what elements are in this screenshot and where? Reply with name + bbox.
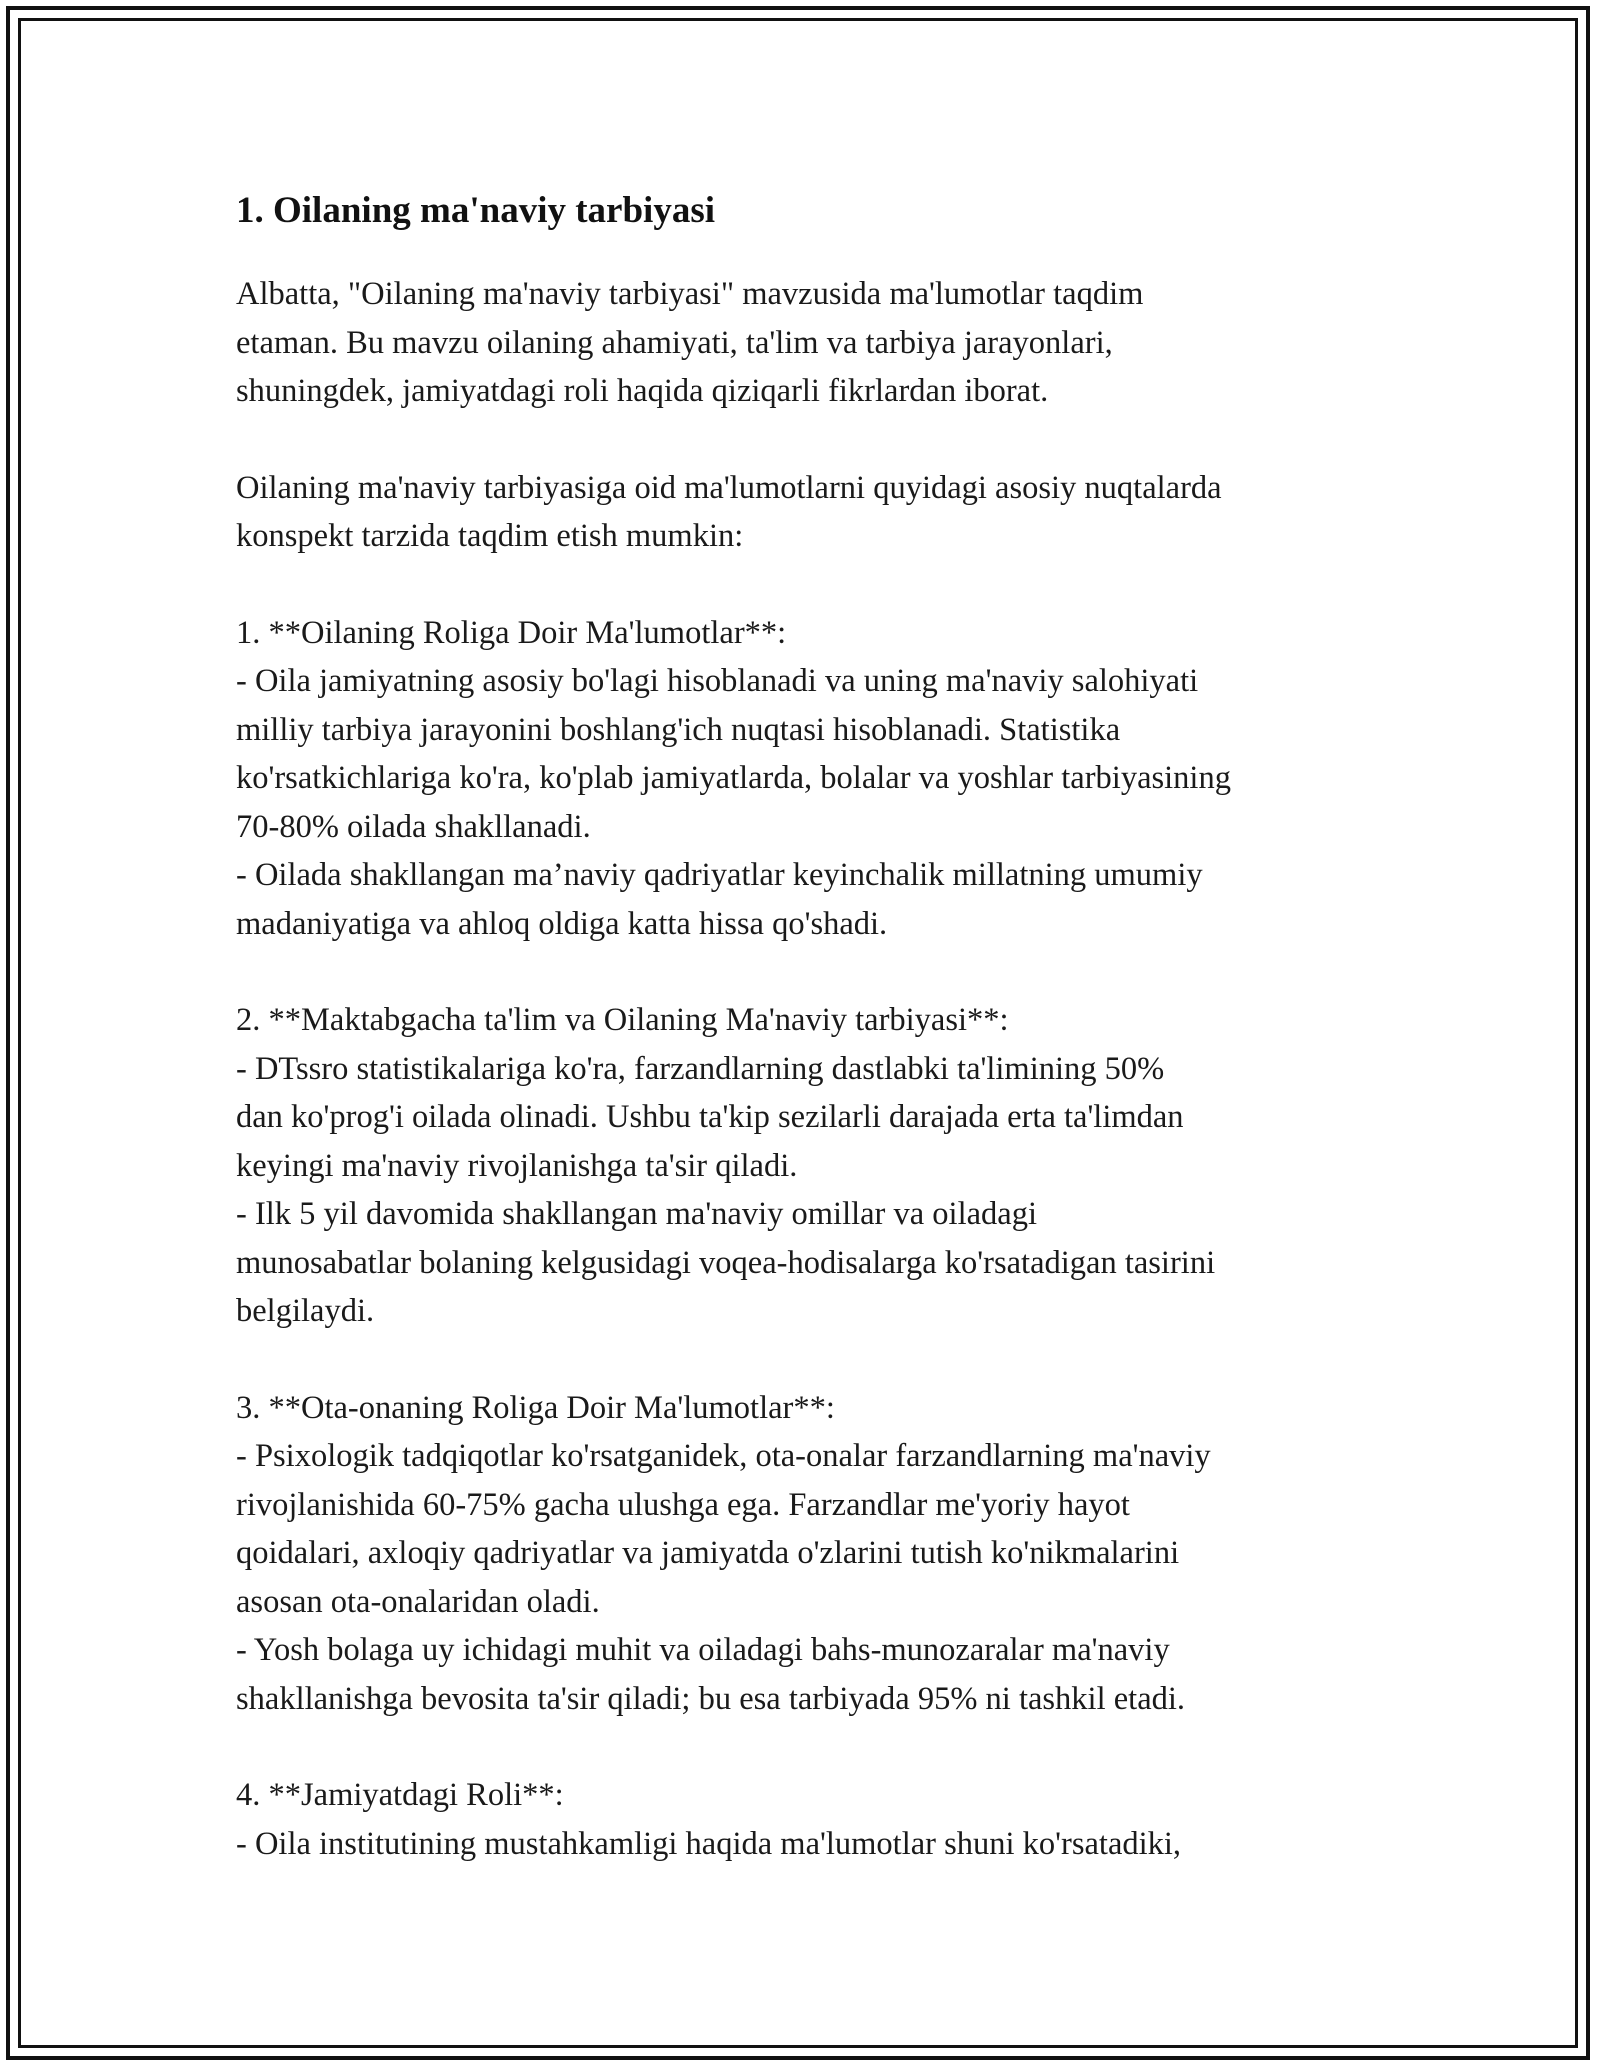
section-parents-role: 3. **Ota-onaning Roliga Doir Ma'lumotlar**: - Psixologik tadqiqotlar ko'rsatganidek, ota-onalar farzandlarning ma'naviy rivojlanishida 60-75% gacha ulushga ega. Farzandlar me'yoriy hayot qoidalari, axloqiy qadriyatlar va jamiyatda o'zlarini tutish ko'nikmalarini asosan ota-onalaridan oladi. - Yosh bolaga uy ichidagi muhit va oiladagi bahs-munozaralar ma'naviy shakllanishga bevosita ta'sir qiladi; bu esa tarbiyada 95% ni tashkil etadi. <box>236 1389 1211 1717</box>
document-title: 1. Oilaning ma'naviy tarbiyasi <box>236 190 716 231</box>
intro-paragraph: Albatta, "Oilaning ma'naviy tarbiyasi" mavzusida ma'lumotlar taqdim etaman. Bu mavzu oilaning ahamiyati, ta'lim va tarbiya jarayonlari, shuningdek, jamiyatdagi roli haqida qiziqarli fikrlardan iborat. <box>236 276 1144 409</box>
document-body <box>236 188 1396 1868</box>
section-preschool-education: 2. **Maktabgacha ta'lim va Oilaning Ma'naviy tarbiyasi**: - DTssro statistikalariga ko'ra, farzandlarning dastlabki ta'limining 50% dan ko'prog'i oilada olinadi. Ushbu ta'kip sezilarli darajada erta ta'limdan keyingi ma'naviy rivojlanishga ta'sir qiladi. - Ilk 5 yil davomida shakllangan ma'naviy omillar va oiladagi munosabatlar bolaning kelgusidagi voqea-hodisalarga ko'rsatadigan tasirini belgilaydi. <box>236 1002 1216 1329</box>
section-family-role: 1. **Oilaning Roliga Doir Ma'lumotlar**: - Oila jamiyatning asosiy bo'lagi hisoblanadi va uning ma'naviy salohiyati milliy tarbiya jarayonini boshlang'ich nuqtasi hisoblanadi. Statistika ko'rsatkichlariga ko'ra, ko'plab jamiyatlarda, bolalar va yoshlar tarbiyasining 70-80% oilada shakllanadi. - Oilada shakllangan ma’naviy qadriyatlar keyinchalik millatning umumiy madaniyatiga va ahloq oldiga katta hissa qo'shadi. <box>236 614 1231 942</box>
summary-paragraph: Oilaning ma'naviy tarbiyasiga oid ma'lumotlarni quyidagi asosiy nuqtalarda konspekt tarzida taqdim etish mumkin: <box>236 469 1222 554</box>
section-society-role: 4. **Jamiyatdagi Roli**: - Oila institutining mustahkamligi haqida ma'lumotlar shuni ko'rsatadiki, <box>236 1777 1182 1862</box>
